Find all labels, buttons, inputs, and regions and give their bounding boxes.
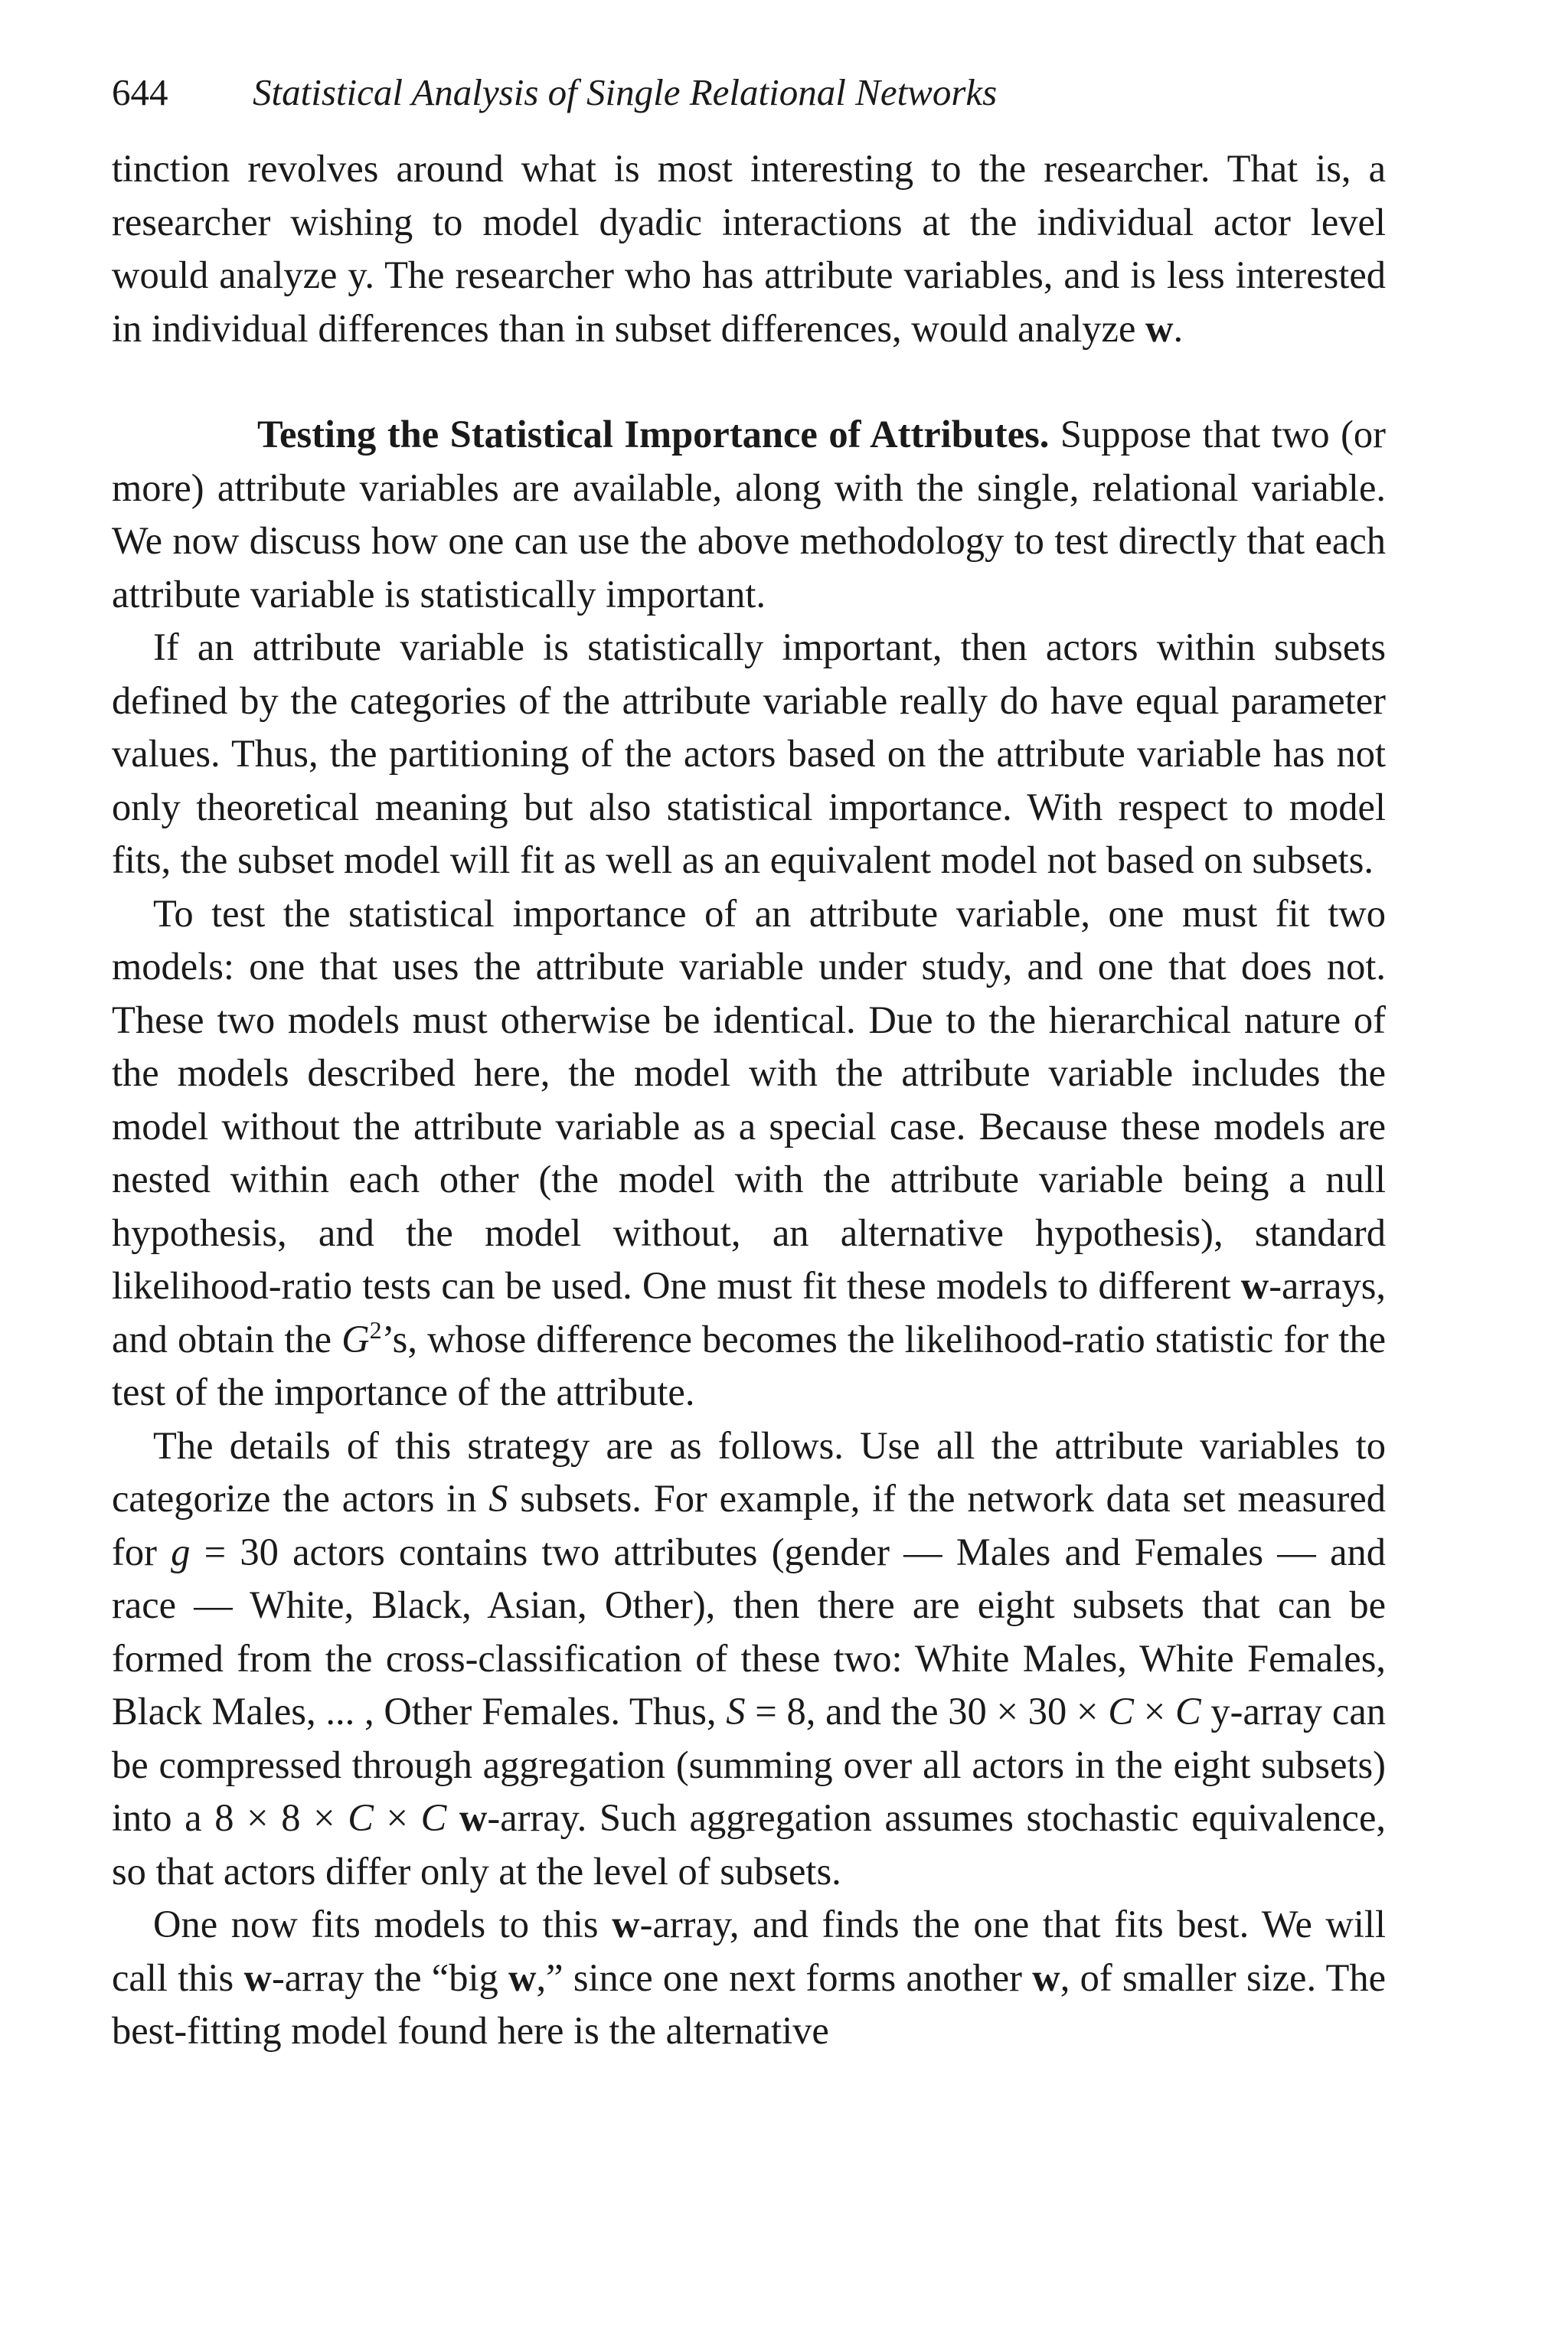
paragraph-4: To test the statistical importance of an attribute variable, one must fit two models: one that uses the attribute variable under study, and one that does not. These two models must otherwise be identical. Due to the hierarchical nature of the models described here, the model with the attribute variable includes the model without the attribute variable as a special case. Because these models are nested within each other (the model with the attribute variable being a null hypothesis, and the model without, an alternative hypothesis), standard likelihood-ratio tests can be used. One must fit these models to different w-arrays, and obtain the $G^2’s$, whose difference becomes the likelihood-ratio statistic for the test of the importance of the attribute. [112, 891, 1386, 1413]
running-header [112, 66, 1413, 119]
paragraph-5: The details of this strategy are as follows. Use all the attribute variables to categorize the actors in S subsets. For example, if the network data set measured for g = 30 actors contains two attributes (gender — Males and Females — and race — White, Black, Asian, Other), then there are eight subsets that can be formed from the cross-classification of these two: White Males, White Females, Black Males, ... , Other Females. Thus, S = 8, and the 30 × 30 × C × C y-array can be compressed through aggregation (summing over all actors in the eight subsets) into a 8 × 8 × C × C w-array. Such aggregation assumes stochastic equivalence, so that actors differ only at the level of subsets. [112, 1423, 1386, 1893]
paragraph-6: One now fits models to this w-array, and finds the one that fits best. We will call this w-array the “big w,” since one next forms another w, of smaller size. The best-fitting model found here is the alternative [112, 1903, 1386, 2052]
paragraph-section-intro: Testing the Statistical Importance of Attributes. Suppose that two (or more) attribute variables are available, along with the single, relational variable. We now discuss how one can use the above methodology to test directly that each attribute variable is statistically important. [112, 413, 1386, 616]
paragraph-3: If an attribute variable is statistically important, then actors within subsets defined by the categories of the attribute variable really do have equal parameter values. Thus, the partitioning of the actors based on the attribute variable has not only theoretical meaning but also statistical importance. With respect to model fits, the subset model will fit as well as an equivalent model not based on subsets. [112, 626, 1386, 881]
running-title: Statistical Analysis of Single Relational Networks [253, 71, 998, 113]
body-text [112, 142, 1386, 2058]
paragraph-1: tinction revolves around what is most interesting to the researcher. That is, a researcher wishing to model dyadic interactions at the individual actor level would analyze y. The researcher who has attribute variables, and is less interested in individual differences than in subset differences, would analyze w. [112, 147, 1386, 350]
section-heading: Testing the Statistical Importance of Attributes. [257, 413, 1050, 456]
page-number: 644 [112, 71, 168, 113]
